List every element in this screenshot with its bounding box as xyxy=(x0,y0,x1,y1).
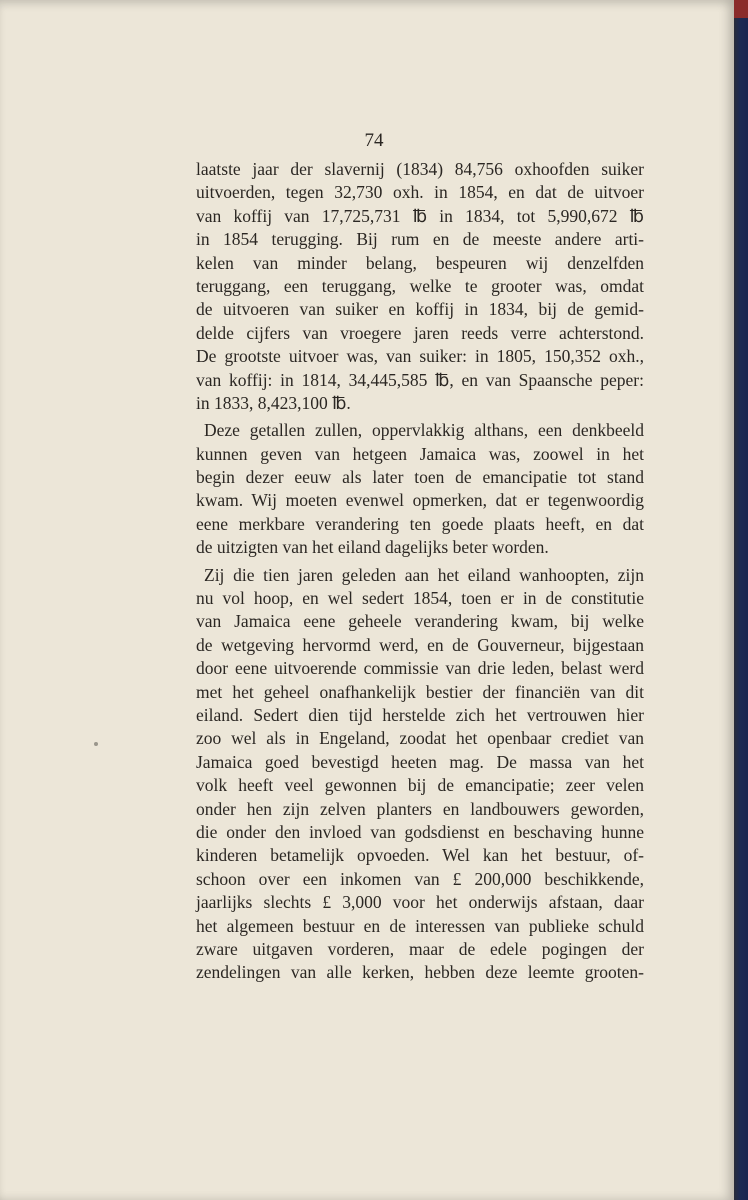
text-line: in 1833, 8,423,100 ℔. xyxy=(196,392,351,413)
text-line: zoo wel als in Engeland, zoodat het openbaar crediet van xyxy=(196,728,644,749)
text-line: kwam. Wij moeten evenwel opmerken, dat er tegenwoordig xyxy=(196,490,644,511)
text-line: van koffij: in 1814, 34,445,585 ℔, en van Spaansche peper: xyxy=(196,369,644,390)
text-line: begin dezer eeuw als later toen de emancipatie tot stand xyxy=(196,467,644,488)
text-line: eiland. Sedert dien tijd herstelde zich het vertrouwen hier xyxy=(196,704,644,725)
text-line: het algemeen bestuur en de interessen van publieke schuld xyxy=(196,915,644,936)
text-line: schoon over een inkomen van £ 200,000 beschikkende, xyxy=(196,868,644,889)
text-line: laatste jaar der slavernij (1834) 84,756 oxhoofden suiker xyxy=(196,159,644,179)
text-line: delde cijfers van vroegere jaren reeds verre achterstond. xyxy=(196,322,644,343)
text-line: eene merkbare verandering ten goede plaats heeft, en dat xyxy=(196,513,644,534)
text-line: Jamaica goed bevestigd heeten mag. De massa van het xyxy=(196,751,644,772)
text-line: de uitvoeren van suiker en koffij in 1834, bij de gemid- xyxy=(196,299,644,320)
paper-speck xyxy=(94,742,98,746)
text-line: kelen van minder belang, bespeuren wij denzelfden xyxy=(196,252,644,273)
text-line: de wetgeving hervormd werd, en de Gouverneur, bijgestaan xyxy=(196,634,644,655)
text-line: zware uitgaven vorderen, maar de edele pogingen der xyxy=(196,938,644,959)
page-number: 74 xyxy=(364,130,384,151)
text-line: jaarlijks slechts £ 3,000 voor het onderwijs afstaan, daar xyxy=(196,892,644,913)
text-line: van Jamaica eene geheele verandering kwam, bij welke xyxy=(196,611,644,632)
text-line: in 1854 terugging. Bij rum en de meeste andere arti- xyxy=(196,229,644,250)
text-line: De grootste uitvoer was, van suiker: in 1805, 150,352 oxh., xyxy=(196,346,644,367)
text-line: kinderen betamelijk opvoeden. Wel kan het bestuur, of- xyxy=(196,845,644,866)
bookmark-ribbon xyxy=(734,0,748,18)
text-line: van koffij van 17,725,731 ℔ in 1834, tot 5,990,672 ℔ xyxy=(196,205,644,226)
text-line: Zij die tien jaren geleden aan het eiland wanhoopten, zijn xyxy=(204,564,644,585)
text-line: uitvoerden, tegen 32,730 oxh. in 1854, en dat de uitvoer xyxy=(196,182,644,203)
text-line: teruggang, een teruggang, welke te grooter was, omdat xyxy=(196,275,644,296)
text-line: volk heeft veel gewonnen bij de emancipatie; zeer velen xyxy=(196,775,644,796)
text-line: onder hen zijn zelven planters en landbouwers geworden, xyxy=(196,798,644,819)
text-line: met het geheel onafhankelijk bestier der financiën van dit xyxy=(196,681,644,702)
text-line: die onder den invloed van godsdienst en beschaving hunne xyxy=(196,821,644,842)
body-text xyxy=(196,158,644,985)
text-line: door eene uitvoerende commissie van drie leden, belast werd xyxy=(196,658,644,679)
text-line: kunnen geven van hetgeen Jamaica was, zoowel in het xyxy=(196,443,644,464)
text-line: nu vol hoop, en wel sedert 1854, toen er in de constitutie xyxy=(196,588,644,609)
text-line: zendelingen van alle kerken, hebben deze leemte grooten- xyxy=(196,962,644,983)
text-line: Deze getallen zullen, oppervlakkig althans, een denkbeeld xyxy=(204,420,644,441)
text-line: de uitzigten van het eiland dagelijks beter worden. xyxy=(196,537,549,558)
cover-edge xyxy=(734,0,748,1200)
